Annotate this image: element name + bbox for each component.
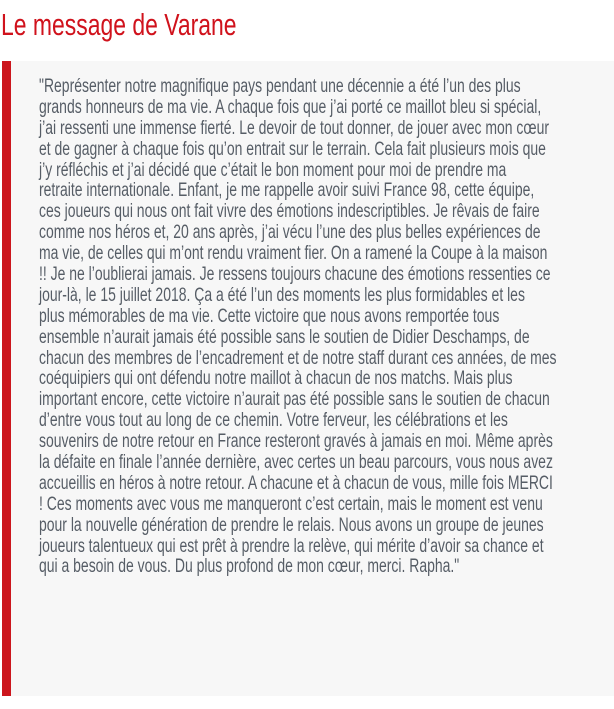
quote-line: j’ai ressenti une immense fierté. Le devoir de tout donner, de jouer avec mon cœur bbox=[39, 117, 549, 139]
quote-line: ! Ces moments avec vous me manqueront c’est certain, mais le moment est venu bbox=[39, 493, 543, 515]
quote-line: souvenirs de notre retour en France resteront gravés à jamais en moi. Même après bbox=[39, 431, 553, 453]
quote-line: comme nos héros et, 20 ans après, j’ai vécu l’une des plus belles expériences de bbox=[39, 222, 541, 244]
quote-line: important encore, cette victoire n’aurait pas été possible sans le soutien de chacun bbox=[39, 389, 550, 411]
quote-line: la défaite en finale l’année dernière, avec certes un beau parcours, vous nous avez bbox=[39, 452, 553, 474]
section-title: Le message de Varane bbox=[1, 7, 237, 42]
quote-line: "Représenter notre magnifique pays pendant une décennie a été l’un des plus bbox=[39, 76, 521, 97]
quote-line: d’entre vous tout au long de ce chemin. Votre ferveur, les célébrations et les bbox=[39, 410, 508, 432]
quote-text bbox=[39, 77, 614, 578]
quote-line: pour la nouvelle génération de prendre le relais. Nous avons un groupe de jeunes bbox=[39, 514, 544, 536]
blockquote bbox=[2, 61, 614, 696]
quote-line: plus mémorables de ma vie. Cette victoire que nous avons remportée tous bbox=[39, 305, 500, 327]
quote-line: j’y réfléchis et j’ai décidé que c’était le bon moment pour moi de prendre ma bbox=[39, 159, 507, 181]
quote-line: jour-là, le 15 juillet 2018. Ça a été l’un des moments les plus formidables et les bbox=[39, 284, 525, 306]
quote-line: accueillis en héros à notre retour. A chacune et à chacun de vous, mille fois MERCI bbox=[39, 472, 553, 494]
quote-line: ces joueurs qui nous ont fait vivre des émotions indescriptibles. Je rêvais de faire bbox=[39, 201, 540, 223]
quote-line: grands honneurs de ma vie. A chaque fois que j’ai porté ce maillot bleu si spécial, bbox=[39, 96, 542, 118]
quote-line: coéquipiers qui ont défendu notre maillot à chacun de nos matchs. Mais plus bbox=[39, 368, 513, 390]
quote-line: !! Je ne l’oublierai jamais. Je ressens toujours chacune des émotions ressenties ce bbox=[39, 264, 551, 286]
quote-line: joueurs talentueux qui est prêt à prendre la relève, qui mérite d’avoir sa chance et bbox=[39, 535, 544, 557]
quote-line: chacun des membres de l’encadrement et de notre staff durant ces années, de mes bbox=[39, 347, 557, 369]
quote-line: qui a besoin de vous. Du plus profond de mon cœur, merci. Rapha." bbox=[39, 556, 460, 578]
quote-line: et de gagner à chaque fois qu’on entrait sur le terrain. Cela fait plusieurs mois que bbox=[39, 138, 546, 160]
quote-line: retraite internationale. Enfant, je me rappelle avoir suivi France 98, cette équipe, bbox=[39, 180, 535, 202]
quote-line: ensemble n’aurait jamais été possible sans le soutien de Didier Deschamps, de bbox=[39, 326, 530, 348]
quote-line: ma vie, de celles qui m’ont rendu vraiment fier. On a ramené la Coupe à la maison bbox=[39, 243, 548, 265]
